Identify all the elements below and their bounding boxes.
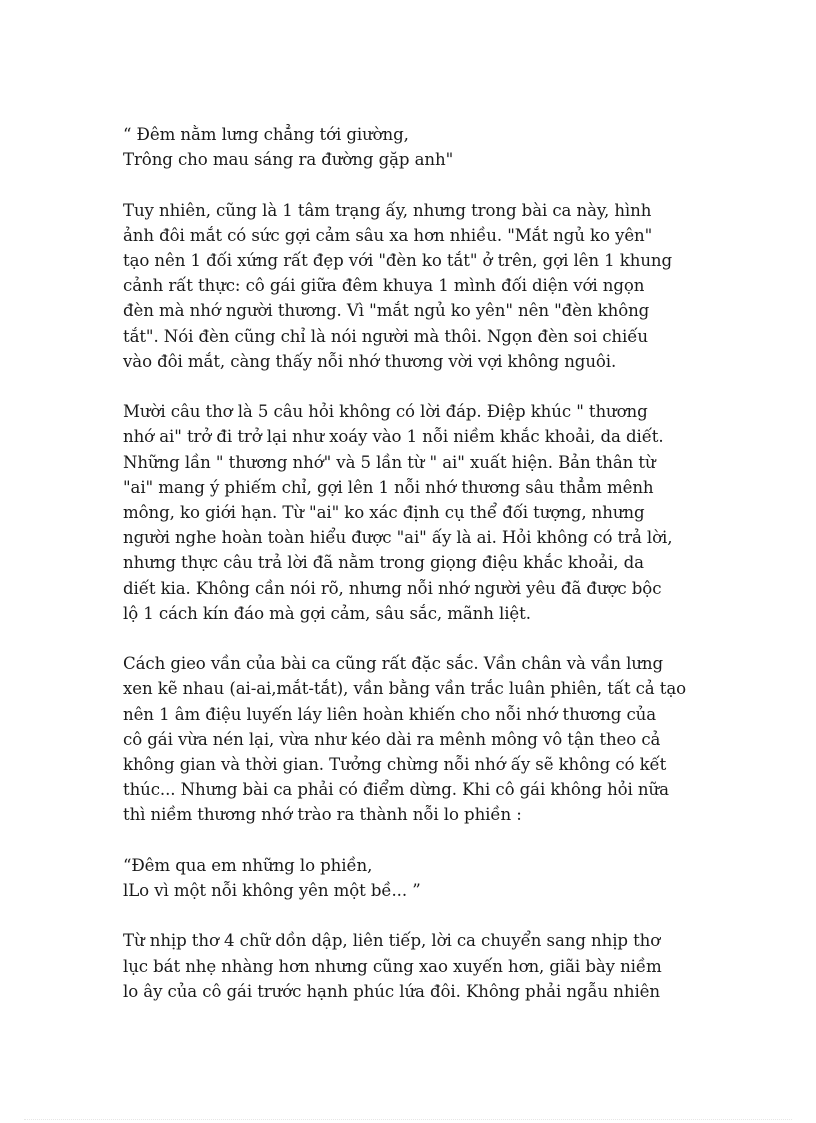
text-line: lộ 1 cách kín đáo mà gợi cảm, sâu sắc, mãnh liệt. (123, 603, 531, 623)
text-line: "ai" mang ý phiếm chỉ, gợi lên 1 nỗi nhớ thương sâu thẳm mênh (123, 477, 654, 497)
text-line: Trông cho mau sáng ra đường gặp anh" (123, 150, 454, 170)
text-line: vào đôi mắt, càng thấy nỗi nhớ thương vời vợi không nguôi. (123, 351, 617, 371)
paragraph (123, 122, 703, 172)
text-line: xen kẽ nhau (ai-ai,mắt-tắt), vần bằng vần trắc luân phiên, tất cả tạo (123, 679, 687, 699)
text-line: mông, ko giới hạn. Từ "ai" ko xác định cụ thể đối tượng, nhưng (123, 503, 645, 523)
paragraph (123, 651, 703, 827)
document-body (123, 122, 703, 1029)
text-line: Cách gieo vần của bài ca cũng rất đặc sắc. Vần chân và vần lưng (123, 654, 664, 674)
text-line: lLo vì một nỗi không yên một bề... ” (123, 881, 421, 901)
text-line: lục bát nhẹ nhàng hơn nhưng cũng xao xuyến hơn, giãi bày niềm (123, 956, 662, 976)
page-bottom-rule (24, 1119, 792, 1120)
paragraph (123, 198, 703, 374)
text-line: Từ nhịp thơ 4 chữ dồn dập, liên tiếp, lời ca chuyển sang nhịp thơ (123, 931, 661, 951)
text-line: ảnh đôi mắt có sức gợi cảm sâu xa hơn nhiều. "Mắt ngủ ko yên" (123, 225, 653, 245)
text-line: nên 1 âm điệu luyến láy liên hoàn khiến cho nỗi nhớ thương của (123, 704, 657, 724)
text-line: thì niềm thương nhớ trào ra thành nỗi lo phiền : (123, 805, 522, 825)
text-line: thúc... Nhưng bài ca phải có điểm dừng. Khi cô gái không hỏi nữa (123, 780, 669, 800)
paragraph (123, 853, 703, 903)
text-line: lo ây của cô gái trước hạnh phúc lứa đôi. Không phải ngẫu nhiên (123, 981, 660, 1001)
paragraph (123, 399, 703, 626)
paragraph (123, 928, 703, 1004)
text-line: “ Đêm nằm lưng chẳng tới giường, (123, 125, 409, 144)
text-line: tắt". Nói đèn cũng chỉ là nói người mà thôi. Ngọn đèn soi chiếu (123, 326, 648, 346)
text-line: cô gái vừa nén lại, vừa như kéo dài ra mênh mông vô tận theo cả (123, 729, 661, 749)
text-line: diết kia. Không cần nói rõ, nhưng nỗi nhớ người yêu đã được bộc (123, 578, 662, 598)
text-line: nhớ ai" trở đi trở lại như xoáy vào 1 nỗi niềm khắc khoải, da diết. (123, 427, 664, 447)
text-line: Tuy nhiên, cũng là 1 tâm trạng ấy, nhưng trong bài ca này, hình (123, 200, 652, 220)
text-line: nhưng thực câu trả lời đã nằm trong giọng điệu khắc khoải, da (123, 553, 644, 573)
text-line: cảnh rất thực: cô gái giữa đêm khuya 1 mình đối diện với ngọn (123, 276, 645, 296)
text-line: Mười câu thơ là 5 câu hỏi không có lời đáp. Điệp khúc " thương (123, 402, 648, 422)
text-line: “Đêm qua em những lo phiền, (123, 855, 373, 875)
text-line: đèn mà nhớ người thương. Vì "mắt ngủ ko yên" nên "đèn không (123, 301, 650, 321)
text-line: tạo nên 1 đối xứng rất đẹp với "đèn ko tắt" ở trên, gợi lên 1 khung (123, 251, 673, 270)
text-line: Những lần " thương nhớ" và 5 lần từ " ai" xuất hiện. Bản thân từ (123, 452, 656, 472)
text-line: không gian và thời gian. Tưởng chừng nỗi nhớ ấy sẽ không có kết (123, 755, 667, 775)
text-line: người nghe hoàn toàn hiểu được "ai" ấy là ai. Hỏi không có trả lời, (123, 528, 673, 548)
